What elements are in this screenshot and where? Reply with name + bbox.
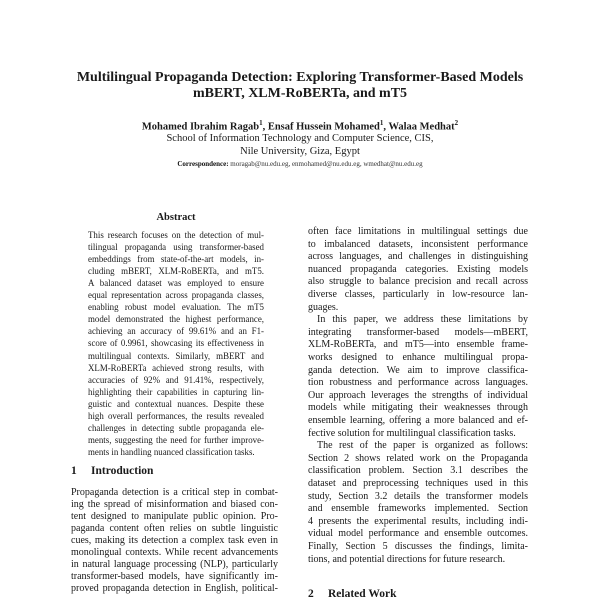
text-line: classification problem. Section 3.1 describes the: [308, 465, 528, 477]
text-line: tilingual propaganda using transformer-based: [88, 242, 264, 253]
abstract-heading: Abstract: [156, 212, 196, 223]
author-affiliation-mark: 1: [379, 119, 384, 127]
text-line: ments in handling nuanced classification tasks.: [88, 446, 255, 457]
text-line: integrating transformer-based models—mBERT,: [308, 326, 528, 338]
text-line: model demonstrated the highest performance,: [88, 314, 264, 325]
text-line: Our approach leverages the strengths of individual: [308, 389, 528, 401]
text-line: guages.: [308, 301, 339, 313]
text-line: multilingual contexts. Similarly, mBERT and: [88, 350, 264, 361]
text-line: dataset and preprocessing techniques used in this: [308, 478, 528, 489]
text-line: Section 2 shows related work on the Propaganda: [308, 452, 528, 464]
affiliation-line-2: Nile University, Giza, Egypt: [240, 146, 360, 157]
text-line: diverse classes, particularly in low-resource lan-: [308, 289, 528, 300]
text-line: achieving an accuracy of 99.61% and an F1-: [88, 326, 264, 337]
text-line: models while mitigating their weaknesses through: [308, 402, 528, 414]
text-line: enabling robust model evaluation. The mT5: [88, 302, 264, 313]
text-line: score of 0.9961, showcasing its effectiveness in: [88, 338, 264, 349]
text-line: Finally, Section 5 discusses the findings, limita-: [308, 541, 528, 552]
text-line: and ensemble frameworks implemented. Section: [308, 503, 528, 515]
author-list: Mohamed Ibrahim Ragab$^1$, Ensaf Hussein Mohamed$^1$, Walaa Medhat$^2$: [141, 119, 459, 133]
text-line: nuanced propaganda categories. Existing models: [308, 263, 528, 275]
correspondence-emails: moragab@nu.edu.eg, enmohamed@nu.edu.eg, wmedhat@nu.edu.eg: [230, 160, 423, 168]
text-line: Propaganda detection is a critical step in combat-: [71, 487, 278, 498]
text-line: ganda detection. We aim to improve classifica-: [308, 364, 528, 376]
text-line: often face limitations in multilingual settings due: [308, 226, 528, 237]
text-line: embeddings from state-of-the-art models, in-: [88, 254, 264, 265]
paper-title-line-2: mBERT, XLM-RoBERTa, and mT5: [192, 86, 408, 101]
author-name: Walaa Medhat: [388, 121, 455, 133]
section-number: 1: [71, 465, 77, 477]
text-line: paganda content often relies on subtle linguistic: [71, 523, 278, 534]
text-line: The rest of the paper is organized as follows:: [317, 440, 528, 452]
introduction-heading: [71, 465, 153, 477]
section-number: 2: [308, 588, 314, 600]
author-name: Ensaf Hussein Mohamed: [267, 121, 380, 133]
text-line: across languages, and challenges in distinguishing: [308, 251, 528, 263]
text-line: ensemble learning, offering a more balanced and ef-: [308, 415, 528, 426]
correspondence: [0, 160, 600, 168]
text-line: XLM-RoBERTa achieved strong results, with: [88, 362, 264, 373]
author-affiliation-mark: 2: [454, 119, 459, 127]
text-line: ing the spread of misinformation and biased con-: [71, 499, 278, 510]
text-line: transformer-based models, have significantly im-: [71, 571, 278, 582]
text-line: high overall performances, the results revealed: [88, 410, 264, 421]
text-line: tion robustness and performance across languages.: [308, 377, 528, 389]
affiliation-line-1: School of Information Technology and Computer Science, CIS,: [166, 133, 434, 144]
text-line: vidual model performance and ensemble outcomes.: [308, 528, 528, 540]
text-line: proved propaganda detection in English, political-: [71, 583, 278, 594]
text-line: 4 presents the experimental results, including indi-: [308, 515, 528, 527]
text-line: to imbalanced datasets, inconsistent performance: [308, 238, 528, 250]
text-line: fective solution for multilingual classification tasks.: [308, 427, 516, 439]
text-line: in natural language processing (NLP), particularly: [71, 559, 278, 570]
section-title: Related Work: [328, 588, 397, 600]
text-line: A balanced dataset was employed to ensure: [88, 278, 264, 289]
paper-title-line-1: Multilingual Propaganda Detection: Exploring Transformer-Based Models: [76, 70, 524, 85]
text-line: challenges in detecting subtle propaganda ele-: [88, 422, 264, 433]
text-line: tions, and potential directions for future research.: [308, 553, 506, 565]
text-line: study, Section 3.2 details the transformer models: [308, 490, 528, 502]
text-line: monolingual contexts. While recent advancements: [71, 547, 278, 558]
text-line: XLM-RoBERTa, and mT5—into ensemble frame-: [308, 339, 528, 351]
text-line: equal representation across propaganda classes,: [88, 290, 264, 301]
text-line: cluding mBERT, XLM-RoBERTa, and mT5.: [88, 266, 264, 277]
author-name: Mohamed Ibrahim Ragab: [141, 121, 260, 133]
text-line: cues, making its detection a complex task even in: [71, 535, 278, 546]
text-line: In this paper, we address these limitations by: [317, 314, 528, 326]
correspondence-label: Correspondence:: [177, 160, 229, 168]
author-affiliation-mark: 1: [259, 119, 263, 127]
text-line: This research focuses on the detection of mul-: [88, 230, 264, 240]
text-line: accuracies of 92% and 91.41%, respectively,: [88, 374, 264, 385]
text-line: also struggle to balance precision and recall across: [308, 276, 528, 288]
related-work-heading: [308, 588, 396, 600]
text-line: guistic and contextual nuances. Despite these: [88, 398, 264, 409]
text-line: tent designed to manipulate public opinion. Pro-: [71, 511, 278, 522]
text-line: works designed to enhance multilingual propa-: [308, 352, 528, 363]
text-line: ments, suggesting the need for further improve-: [88, 434, 264, 445]
text-line: highlighting their capabilities in capturing lin-: [88, 386, 264, 397]
section-title: Introduction: [91, 465, 154, 477]
